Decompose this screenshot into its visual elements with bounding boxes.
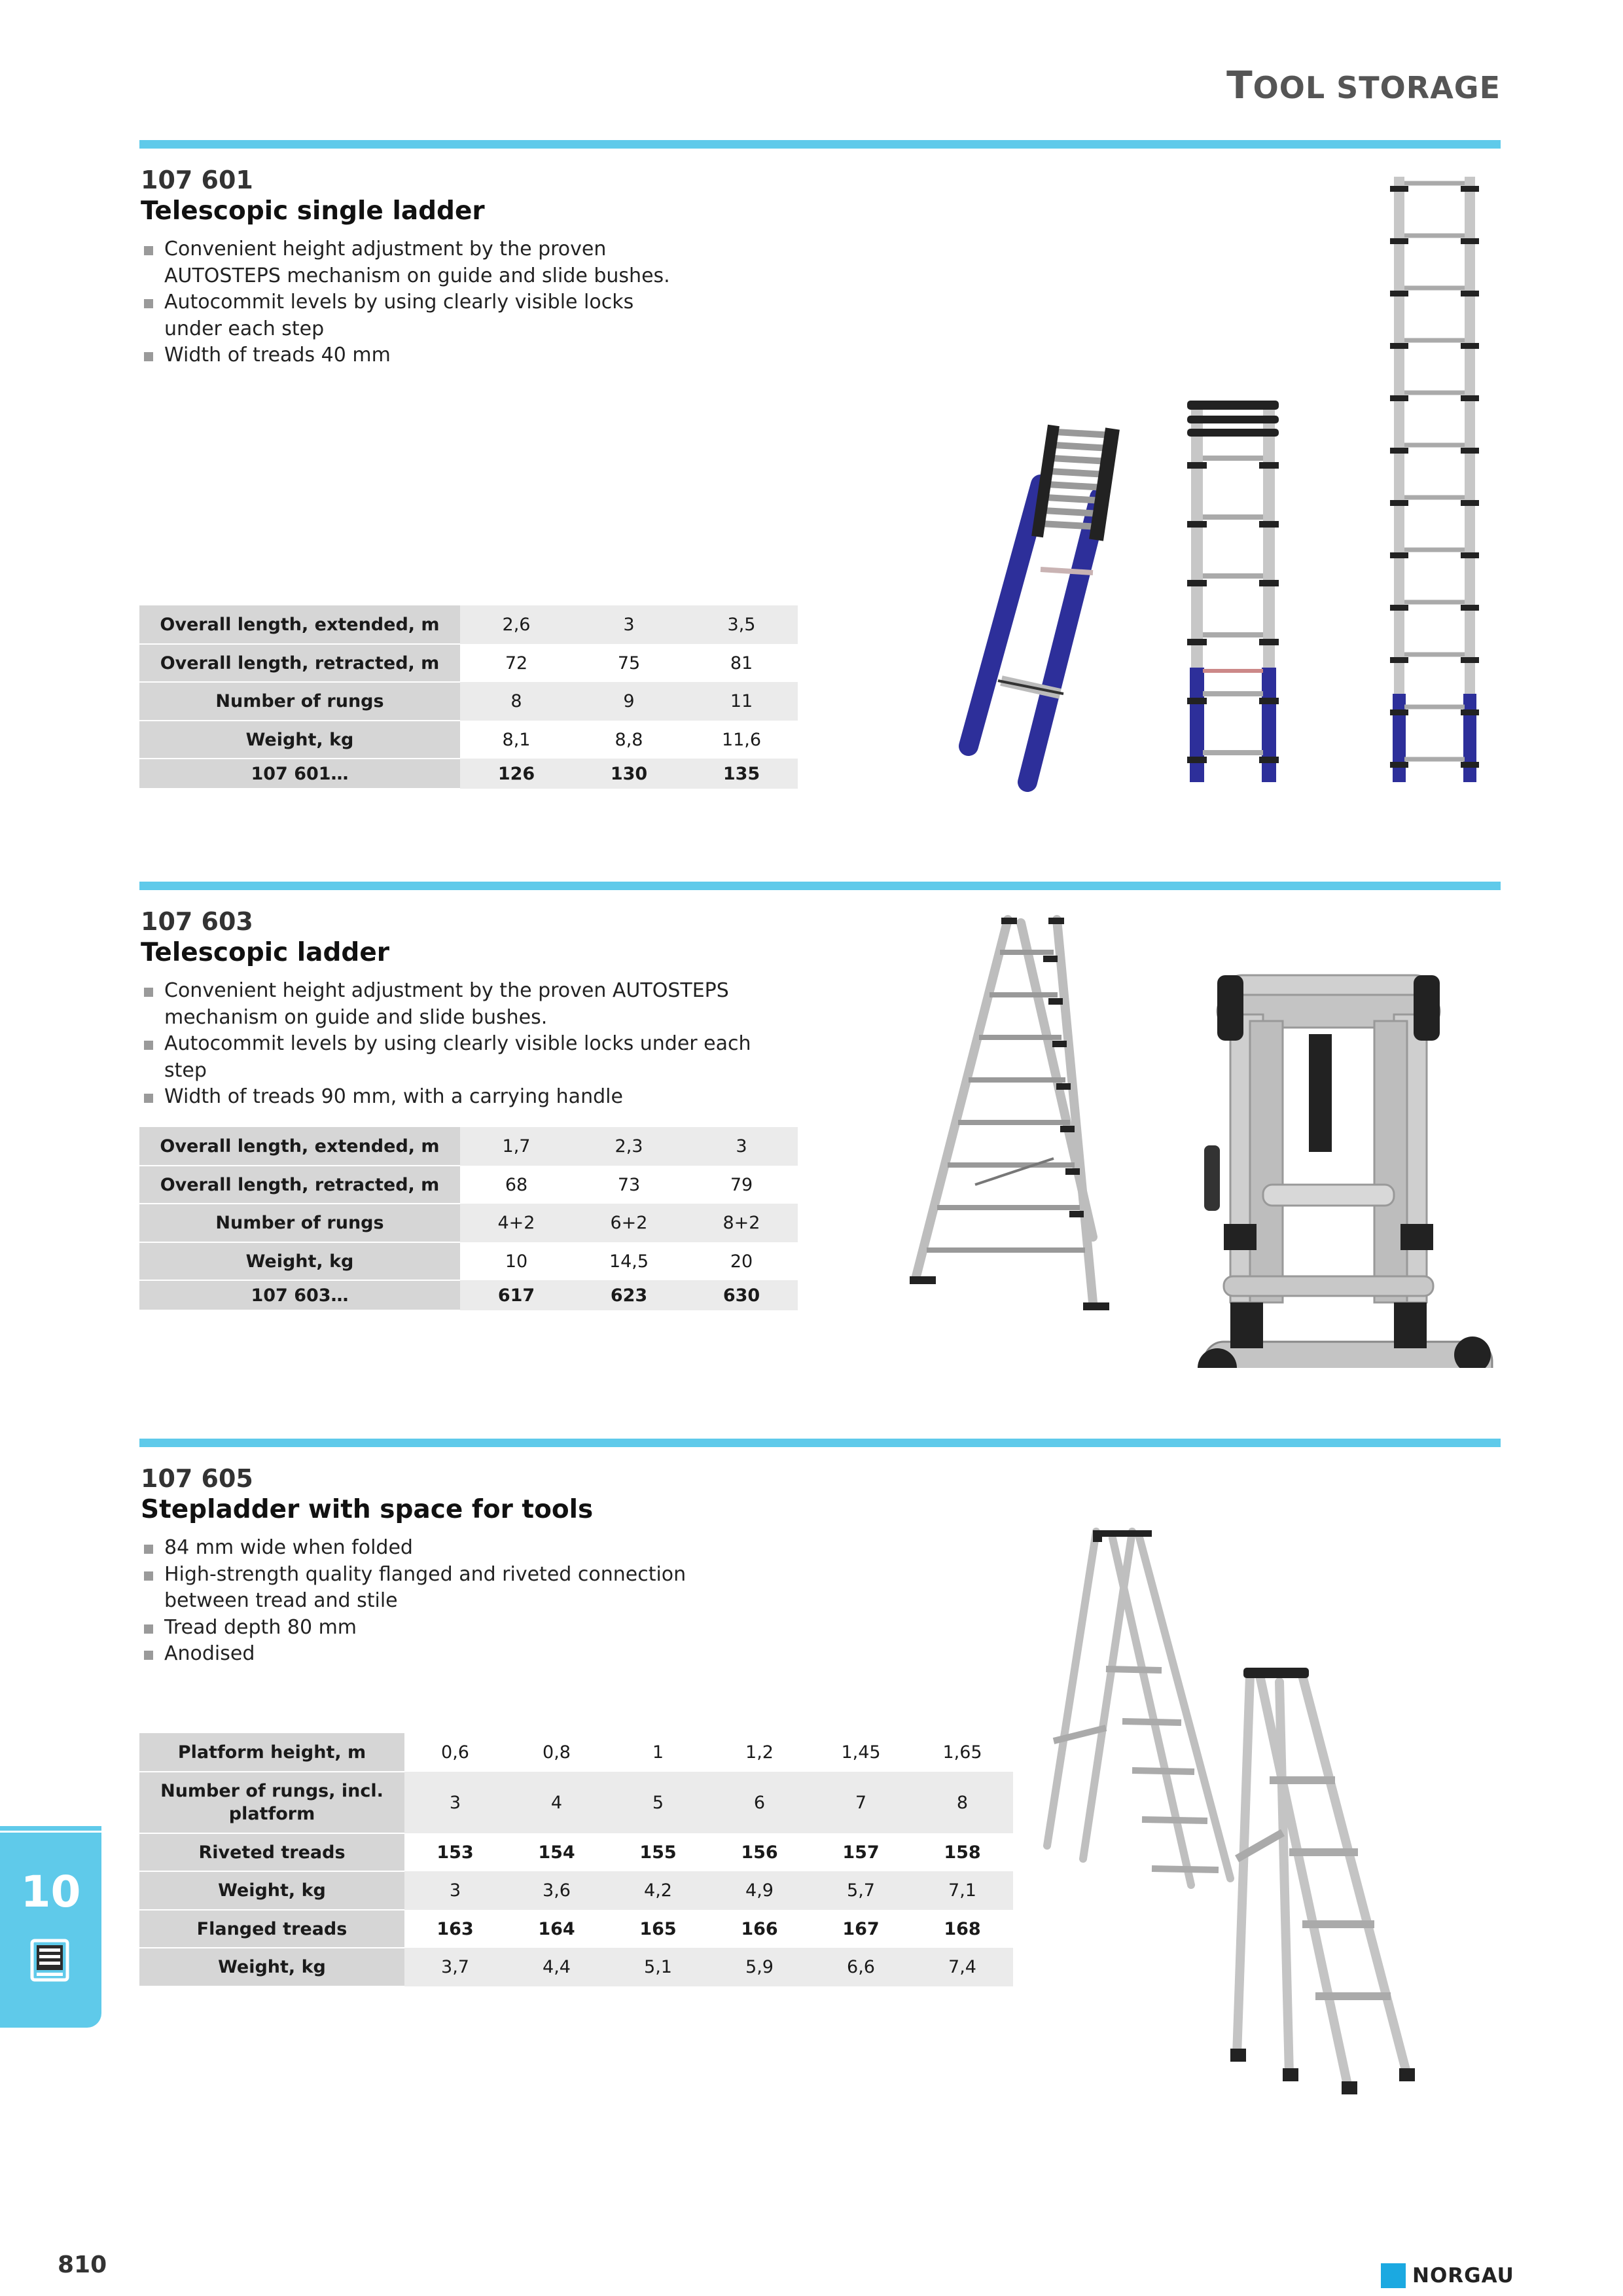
feature-list	[143, 978, 797, 1111]
telescopic-single-ladder-image	[929, 170, 1505, 798]
stepladder-image	[1034, 1518, 1505, 2094]
product-title: Telescopic ladder	[141, 938, 390, 967]
feature-item: Convenient height adjustment by the proven AUTOSTEPS mechanism on guide and slide bushes.	[143, 236, 679, 289]
page-section-title: TOOL STORAGE	[1226, 63, 1501, 107]
spec-value: 5,9	[709, 1948, 810, 1986]
spec-value: 1,65	[942, 1742, 982, 1763]
product-title: Stepladder with space for tools	[141, 1495, 594, 1524]
spec-label: Weight, kg	[139, 1242, 460, 1280]
spec-value: 8,8	[615, 729, 643, 750]
spec-label: Number of rungs	[139, 682, 460, 721]
spec-value: 0,6	[441, 1742, 469, 1763]
spec-value: 72	[505, 653, 528, 673]
spec-value: 3	[404, 1772, 506, 1833]
article-suffix: 630	[685, 1280, 798, 1310]
spec-value: 11,6	[721, 729, 762, 750]
article-suffix: 155	[639, 1842, 677, 1863]
article-suffix: 158	[944, 1842, 981, 1863]
feature-item: Tread depth 80 mm	[143, 1615, 771, 1641]
spec-value: 5	[607, 1772, 709, 1833]
spec-label: Number of rungs	[139, 1204, 460, 1242]
spec-value: 11	[685, 682, 798, 721]
article-number: 107 601	[141, 166, 253, 194]
spec-value: 1	[652, 1742, 664, 1763]
spec-value: 7,4	[912, 1948, 1013, 1986]
article-suffix: 164	[538, 1918, 575, 1939]
spec-value: 0,8	[543, 1742, 571, 1763]
article-suffix: 157	[842, 1842, 880, 1863]
spec-label: Overall length, extended, m	[139, 605, 460, 644]
article-suffix: 163	[437, 1918, 474, 1939]
spec-value: 4	[506, 1772, 607, 1833]
article-number: 107 603	[141, 907, 253, 936]
spec-value: 2,3	[573, 1127, 685, 1166]
spec-value: 3	[573, 605, 685, 644]
feature-item: 84 mm wide when folded	[143, 1535, 771, 1562]
section-divider	[139, 1439, 1501, 1447]
spec-value: 75	[617, 653, 641, 673]
spec-value: 4,2	[607, 1871, 709, 1910]
spec-label: Weight, kg	[139, 721, 460, 759]
spec-value: 10	[505, 1251, 528, 1272]
spec-label: Overall length, retracted, m	[139, 1166, 460, 1204]
spec-value: 4,4	[506, 1948, 607, 1986]
spec-label: 107 603…	[139, 1280, 460, 1310]
spec-value: 7	[810, 1772, 912, 1833]
spec-label: Flanged treads	[139, 1910, 404, 1948]
spec-value: 7,1	[912, 1871, 1013, 1910]
article-number: 107 605	[141, 1464, 253, 1493]
brand-name: NORGAU	[1412, 2264, 1514, 2287]
article-suffix: 154	[538, 1842, 575, 1863]
brand-logo	[1381, 2263, 1514, 2289]
spec-table	[139, 1733, 1013, 1987]
article-suffix: 165	[639, 1918, 677, 1939]
product-title: Telescopic single ladder	[141, 196, 485, 226]
spec-value: 8	[912, 1772, 1013, 1833]
feature-item: Convenient height adjustment by the proven AUTOSTEPS mechanism on guide and slide bushes.	[143, 978, 797, 1031]
spec-value: 8+2	[685, 1204, 798, 1242]
spec-label: Overall length, retracted, m	[139, 644, 460, 682]
telescopic-ladder-image	[897, 910, 1499, 1368]
spec-value: 6	[709, 1772, 810, 1833]
feature-item: Width of treads 40 mm	[143, 342, 679, 369]
article-suffix: 166	[741, 1918, 778, 1939]
article-suffix: 623	[573, 1280, 685, 1310]
article-suffix: 617	[460, 1280, 573, 1310]
spec-value: 5,1	[607, 1948, 709, 1986]
spec-value: 20	[730, 1251, 753, 1272]
article-suffix: 156	[741, 1842, 778, 1863]
spec-label: Weight, kg	[139, 1871, 404, 1910]
spec-value: 8,1	[502, 729, 531, 750]
article-suffix: 135	[685, 759, 798, 789]
spec-label: Platform height, m	[139, 1733, 404, 1772]
spec-label: Riveted treads	[139, 1833, 404, 1871]
spec-value: 79	[730, 1174, 753, 1195]
chapter-tab-line	[0, 1826, 101, 1831]
spec-value: 3,7	[404, 1948, 506, 1986]
spec-label: Overall length, extended, m	[139, 1127, 460, 1166]
spec-label: 107 601…	[139, 759, 460, 789]
feature-item: Autocommit levels by using clearly visible locks under each step	[143, 1031, 797, 1084]
spec-value: 6,6	[810, 1948, 912, 1986]
feature-item: High-strength quality flanged and riveted connection between tread and stile	[143, 1562, 771, 1615]
spec-table	[139, 1127, 798, 1311]
spec-value: 8	[460, 682, 573, 721]
article-suffix: 168	[944, 1918, 981, 1939]
tool-cabinet-icon	[30, 1939, 69, 1982]
section-divider	[139, 882, 1501, 890]
spec-value: 2,6	[460, 605, 573, 644]
spec-value: 3,5	[685, 605, 798, 644]
spec-value: 81	[730, 653, 753, 673]
spec-value: 4,9	[709, 1871, 810, 1910]
page-number: 810	[58, 2251, 107, 2278]
chapter-number: 10	[20, 1867, 81, 1917]
spec-value: 3,6	[506, 1871, 607, 1910]
spec-value: 68	[505, 1174, 528, 1195]
spec-value: 9	[573, 682, 685, 721]
spec-value: 1,45	[841, 1742, 881, 1763]
spec-label: Number of rungs, incl. platform	[139, 1772, 404, 1833]
article-suffix: 153	[437, 1842, 474, 1863]
feature-list	[143, 1535, 771, 1668]
spec-value: 3	[404, 1871, 506, 1910]
spec-value: 1,7	[460, 1127, 573, 1166]
spec-table	[139, 605, 798, 789]
chapter-tab[interactable]	[0, 1833, 101, 2028]
article-suffix: 167	[842, 1918, 880, 1939]
spec-value: 1,2	[745, 1742, 774, 1763]
spec-value: 3	[685, 1127, 798, 1166]
spec-value: 14,5	[609, 1251, 649, 1272]
feature-item: Anodised	[143, 1641, 771, 1668]
article-suffix: 130	[573, 759, 685, 789]
spec-value: 73	[617, 1174, 641, 1195]
logo-square-icon	[1381, 2263, 1406, 2288]
spec-value: 4+2	[460, 1204, 573, 1242]
spec-value: 6+2	[573, 1204, 685, 1242]
feature-item: Width of treads 90 mm, with a carrying handle	[143, 1084, 797, 1111]
feature-list	[143, 236, 679, 369]
section-divider	[139, 140, 1501, 149]
article-suffix: 126	[460, 759, 573, 789]
spec-label: Weight, kg	[139, 1948, 404, 1986]
spec-value: 5,7	[810, 1871, 912, 1910]
feature-item: Autocommit levels by using clearly visible locks under each step	[143, 289, 679, 342]
